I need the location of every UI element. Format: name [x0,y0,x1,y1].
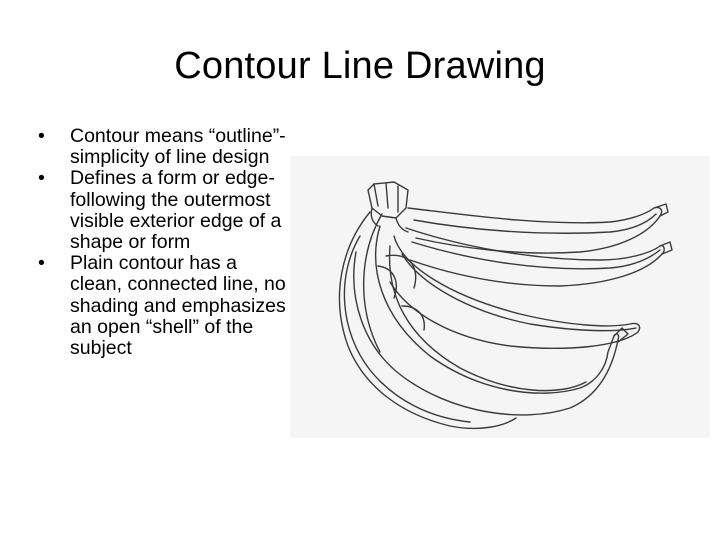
bullet-text: Defines a form or edge-following the outermost visible exterior edge of a shape or form [70,167,282,254]
bullet-list [36,126,286,359]
bullet-item [36,253,286,359]
banana-drawing-image [290,156,710,438]
bullet-text: Contour means “outline”-simplicity of line design [70,125,286,169]
banana-sketch-icon [290,156,710,438]
bullet-item [36,168,286,253]
bullet-marker: • [38,252,45,275]
bullet-marker: • [38,125,45,147]
bullet-marker: • [38,167,45,190]
slide-title: Contour Line Drawing [174,45,546,87]
bullet-text: Plain contour has a clean, connected line, no shading and emphasizes an open “shell” of the subject [70,252,286,360]
bullet-item [36,126,286,168]
